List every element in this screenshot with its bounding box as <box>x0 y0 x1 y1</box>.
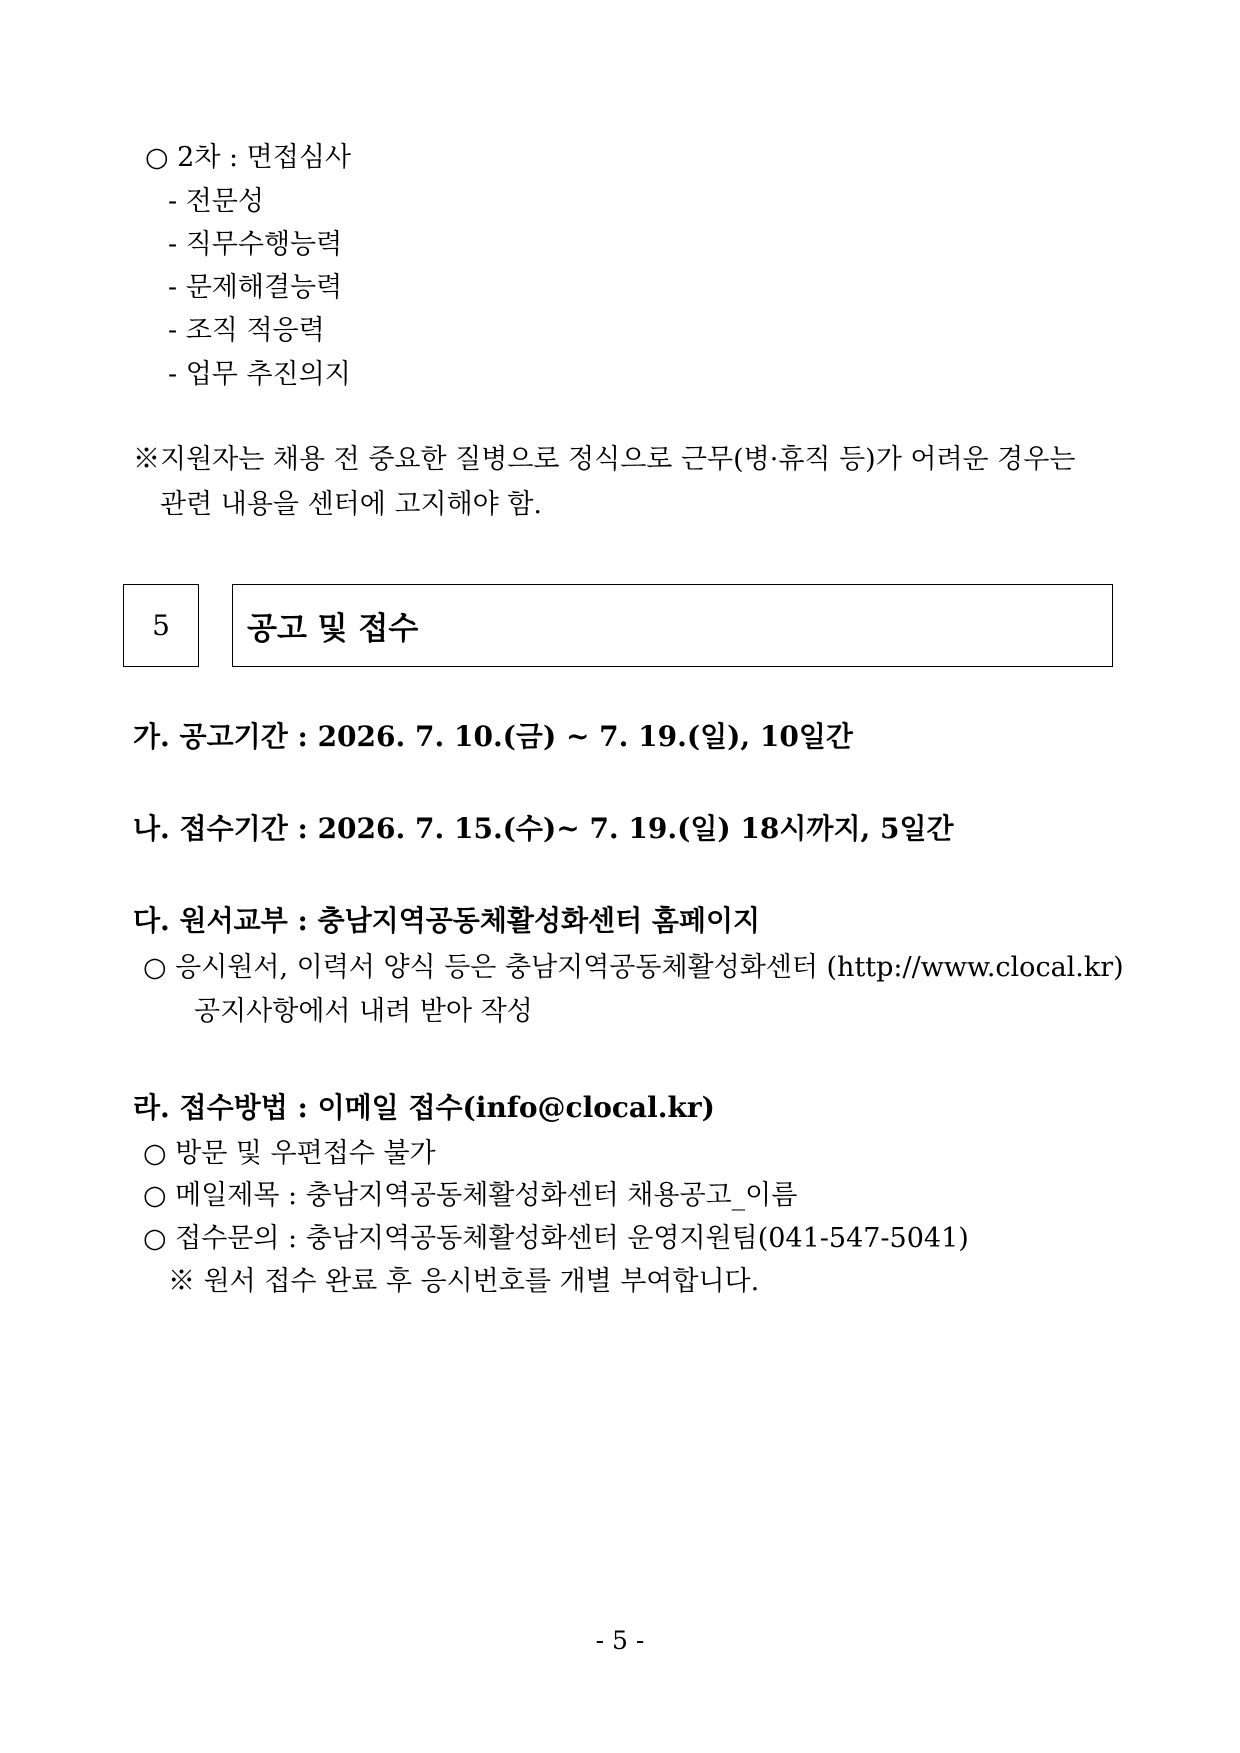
interview-item-org-adaptation: - 조직 적응력 <box>168 315 325 346</box>
form-distribution-title: 다. 원서교부 : 충남지역공동체활성화센터 홈페이지 <box>133 904 761 937</box>
section-title-box <box>232 584 1113 667</box>
form-distribution-line-2: 공지사항에서 내려 받아 작성 <box>194 996 533 1027</box>
interview-item-problem-solving: - 문제해결능력 <box>168 272 343 303</box>
notice-line-2: 관련 내용을 센터에 고지해야 함. <box>160 489 542 520</box>
interview-heading: ○ 2차 : 면접심사 <box>145 142 351 173</box>
application-method-bullet-3: ○ 접수문의 : 충남지역공동체활성화센터 운영지원팀(041-547-5041) <box>143 1223 969 1254</box>
application-period: 나. 접수기간 : 2026. 7. 15.(수)~ 7. 19.(일) 18시까지, 5일간 <box>133 812 954 845</box>
notice-line-1: ※지원자는 채용 전 중요한 질병으로 정식으로 근무(병·휴직 등)가 어려운 경우는 <box>133 444 1076 475</box>
announcement-period: 가. 공고기간 : 2026. 7. 10.(금) ~ 7. 19.(일), 10일간 <box>133 720 853 753</box>
section-number: 5 <box>152 609 170 642</box>
application-method-note: ※ 원서 접수 완료 후 응시번호를 개별 부여합니다. <box>168 1266 760 1297</box>
interview-item-work-drive: - 업무 추진의지 <box>168 359 351 390</box>
form-distribution-line-1: ○ 응시원서, 이력서 양식 등은 충남지역공동체활성화센터 (http://www.clocal.kr) <box>143 952 1124 983</box>
interview-item-expertise: - 전문성 <box>168 186 264 217</box>
page-number: - 5 - <box>595 1626 645 1655</box>
application-method-title: 라. 접수방법 : 이메일 접수(info@clocal.kr) <box>133 1091 715 1124</box>
application-method-bullet-2: ○ 메일제목 : 충남지역공동체활성화센터 채용공고_이름 <box>143 1180 798 1211</box>
interview-item-job-performance: - 직무수행능력 <box>168 229 343 260</box>
section-number-box <box>123 584 199 667</box>
application-method-bullet-1: ○ 방문 및 우편접수 불가 <box>143 1138 436 1169</box>
section-title: 공고 및 접수 <box>247 611 419 647</box>
